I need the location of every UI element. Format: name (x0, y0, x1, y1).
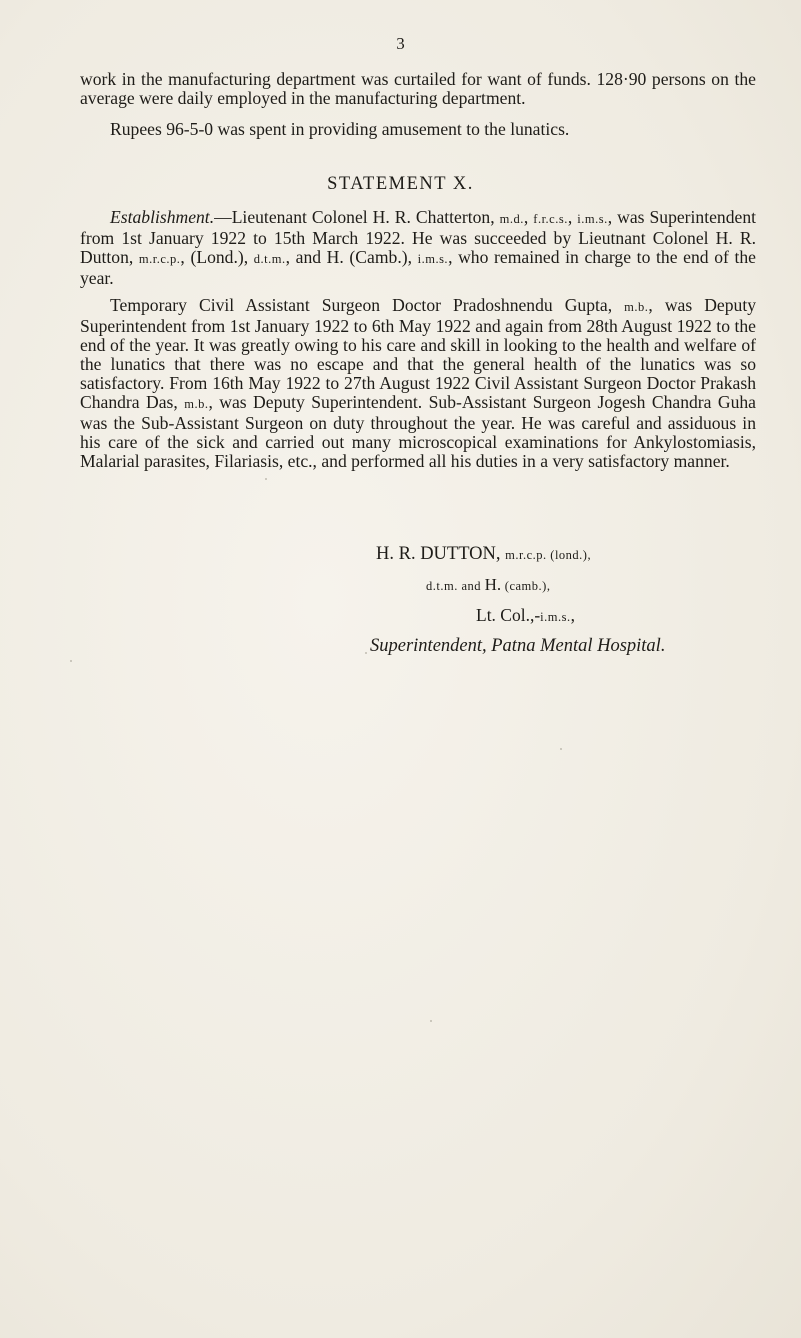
degree-abbrev: i.m.s. (577, 212, 608, 226)
signature-rank-line (370, 601, 800, 632)
degree-abbrev: d.t.m. (426, 579, 458, 593)
text-run: H. (484, 575, 502, 594)
degree-abbrev: f.r.c.s. (533, 212, 568, 226)
degree-abbrev: d.t.m. (253, 252, 286, 266)
paper-speck (560, 748, 562, 750)
signature-name-line (370, 540, 800, 570)
section-heading: STATEMENT X. (327, 174, 474, 194)
text-run: , who remained in charge to the end of the year. (80, 247, 756, 288)
rank-text: Lt. Col.,- (476, 605, 541, 625)
paper-speck (430, 1020, 432, 1022)
text-run: —Lieutenant Colonel H. R. Chatterton, (214, 207, 500, 227)
run-in-heading: Establishment. (110, 207, 215, 227)
text-run: , and H. (Camb.), (285, 247, 418, 267)
degree-abbrev: m.d. (499, 212, 524, 226)
paragraph-deputy-superintendent (80, 296, 756, 471)
paragraph-text (80, 296, 756, 471)
page-number: 3 (396, 34, 405, 53)
degree-abbrev: i.m.s. (417, 252, 449, 266)
signatory-name: H. R. DUTTON, (376, 544, 501, 564)
signature-title: Superintendent, Patna Mental Hospital. (370, 636, 666, 656)
text-run: , (Lond.), (180, 247, 254, 267)
paragraph-text: work in the manufacturing department was curtailed for want of funds. 128·90 persons on the average were daily employed in the manufacturing department. (80, 69, 756, 108)
text-run: , (570, 605, 575, 625)
signature-degrees-line (370, 570, 800, 601)
signature-block (370, 540, 800, 661)
text-run: , was Deputy Superintendent. Sub-Assistant Surgeon Jogesh Chandra Guha was the Sub-Assistant Surgeon on duty throughout the year. He was careful and assiduous in his care of the sick and carried out many microscopical examinations for Ankylostomiasis, Malarial parasites, Filariasis, etc., and performed all his duties in a very satisfactory manner. (80, 392, 756, 471)
text-run: , was Deputy Superintendent from 1st January 1922 to 6th May 1922 and again from 28th August 1922 to the end of the year. It was greatly owing to his care and skill in looking to the health and welfare of the lunatics that there was no escape and that the general health of the lunatics was so satisfactory. From 16th May 1922 to 27th August 1922 Civil Assistant Surgeon Doctor Prakash Chandra Das, (80, 295, 757, 412)
text-run: , (567, 207, 578, 227)
paper-speck (70, 660, 72, 662)
degree-abbrev: m.b. (624, 300, 649, 314)
degree-abbrev: (lond.), (546, 548, 592, 562)
text-run: , was Superintendent from 1st January 1922 to 15th March 1922. He was succeeded by Lieutnant Colonel H. R. Dutton, (80, 207, 757, 267)
text-run: Temporary Civil Assistant Surgeon Doctor Pradoshnendu Gupta, (110, 295, 625, 315)
paragraph-establishment (80, 208, 756, 288)
paragraph-text: Rupees 96-5-0 was spent in providing amusement to the lunatics. (110, 119, 570, 139)
degree-abbrev: (camb.), (501, 579, 551, 593)
degree-abbrev: m.b. (184, 397, 209, 411)
degree-abbrev: m.r.c.p. (505, 548, 547, 562)
paper-speck (265, 478, 267, 480)
text-run: , (523, 207, 534, 227)
paragraph-text (80, 208, 756, 288)
paragraph-manufacturing (80, 70, 756, 108)
paper-speck (365, 652, 367, 654)
degree-abbrev: i.m.s. (540, 610, 571, 624)
text-run: and (457, 579, 485, 593)
paragraph-amusement (80, 120, 756, 139)
degree-abbrev: m.r.c.p. (138, 252, 181, 266)
